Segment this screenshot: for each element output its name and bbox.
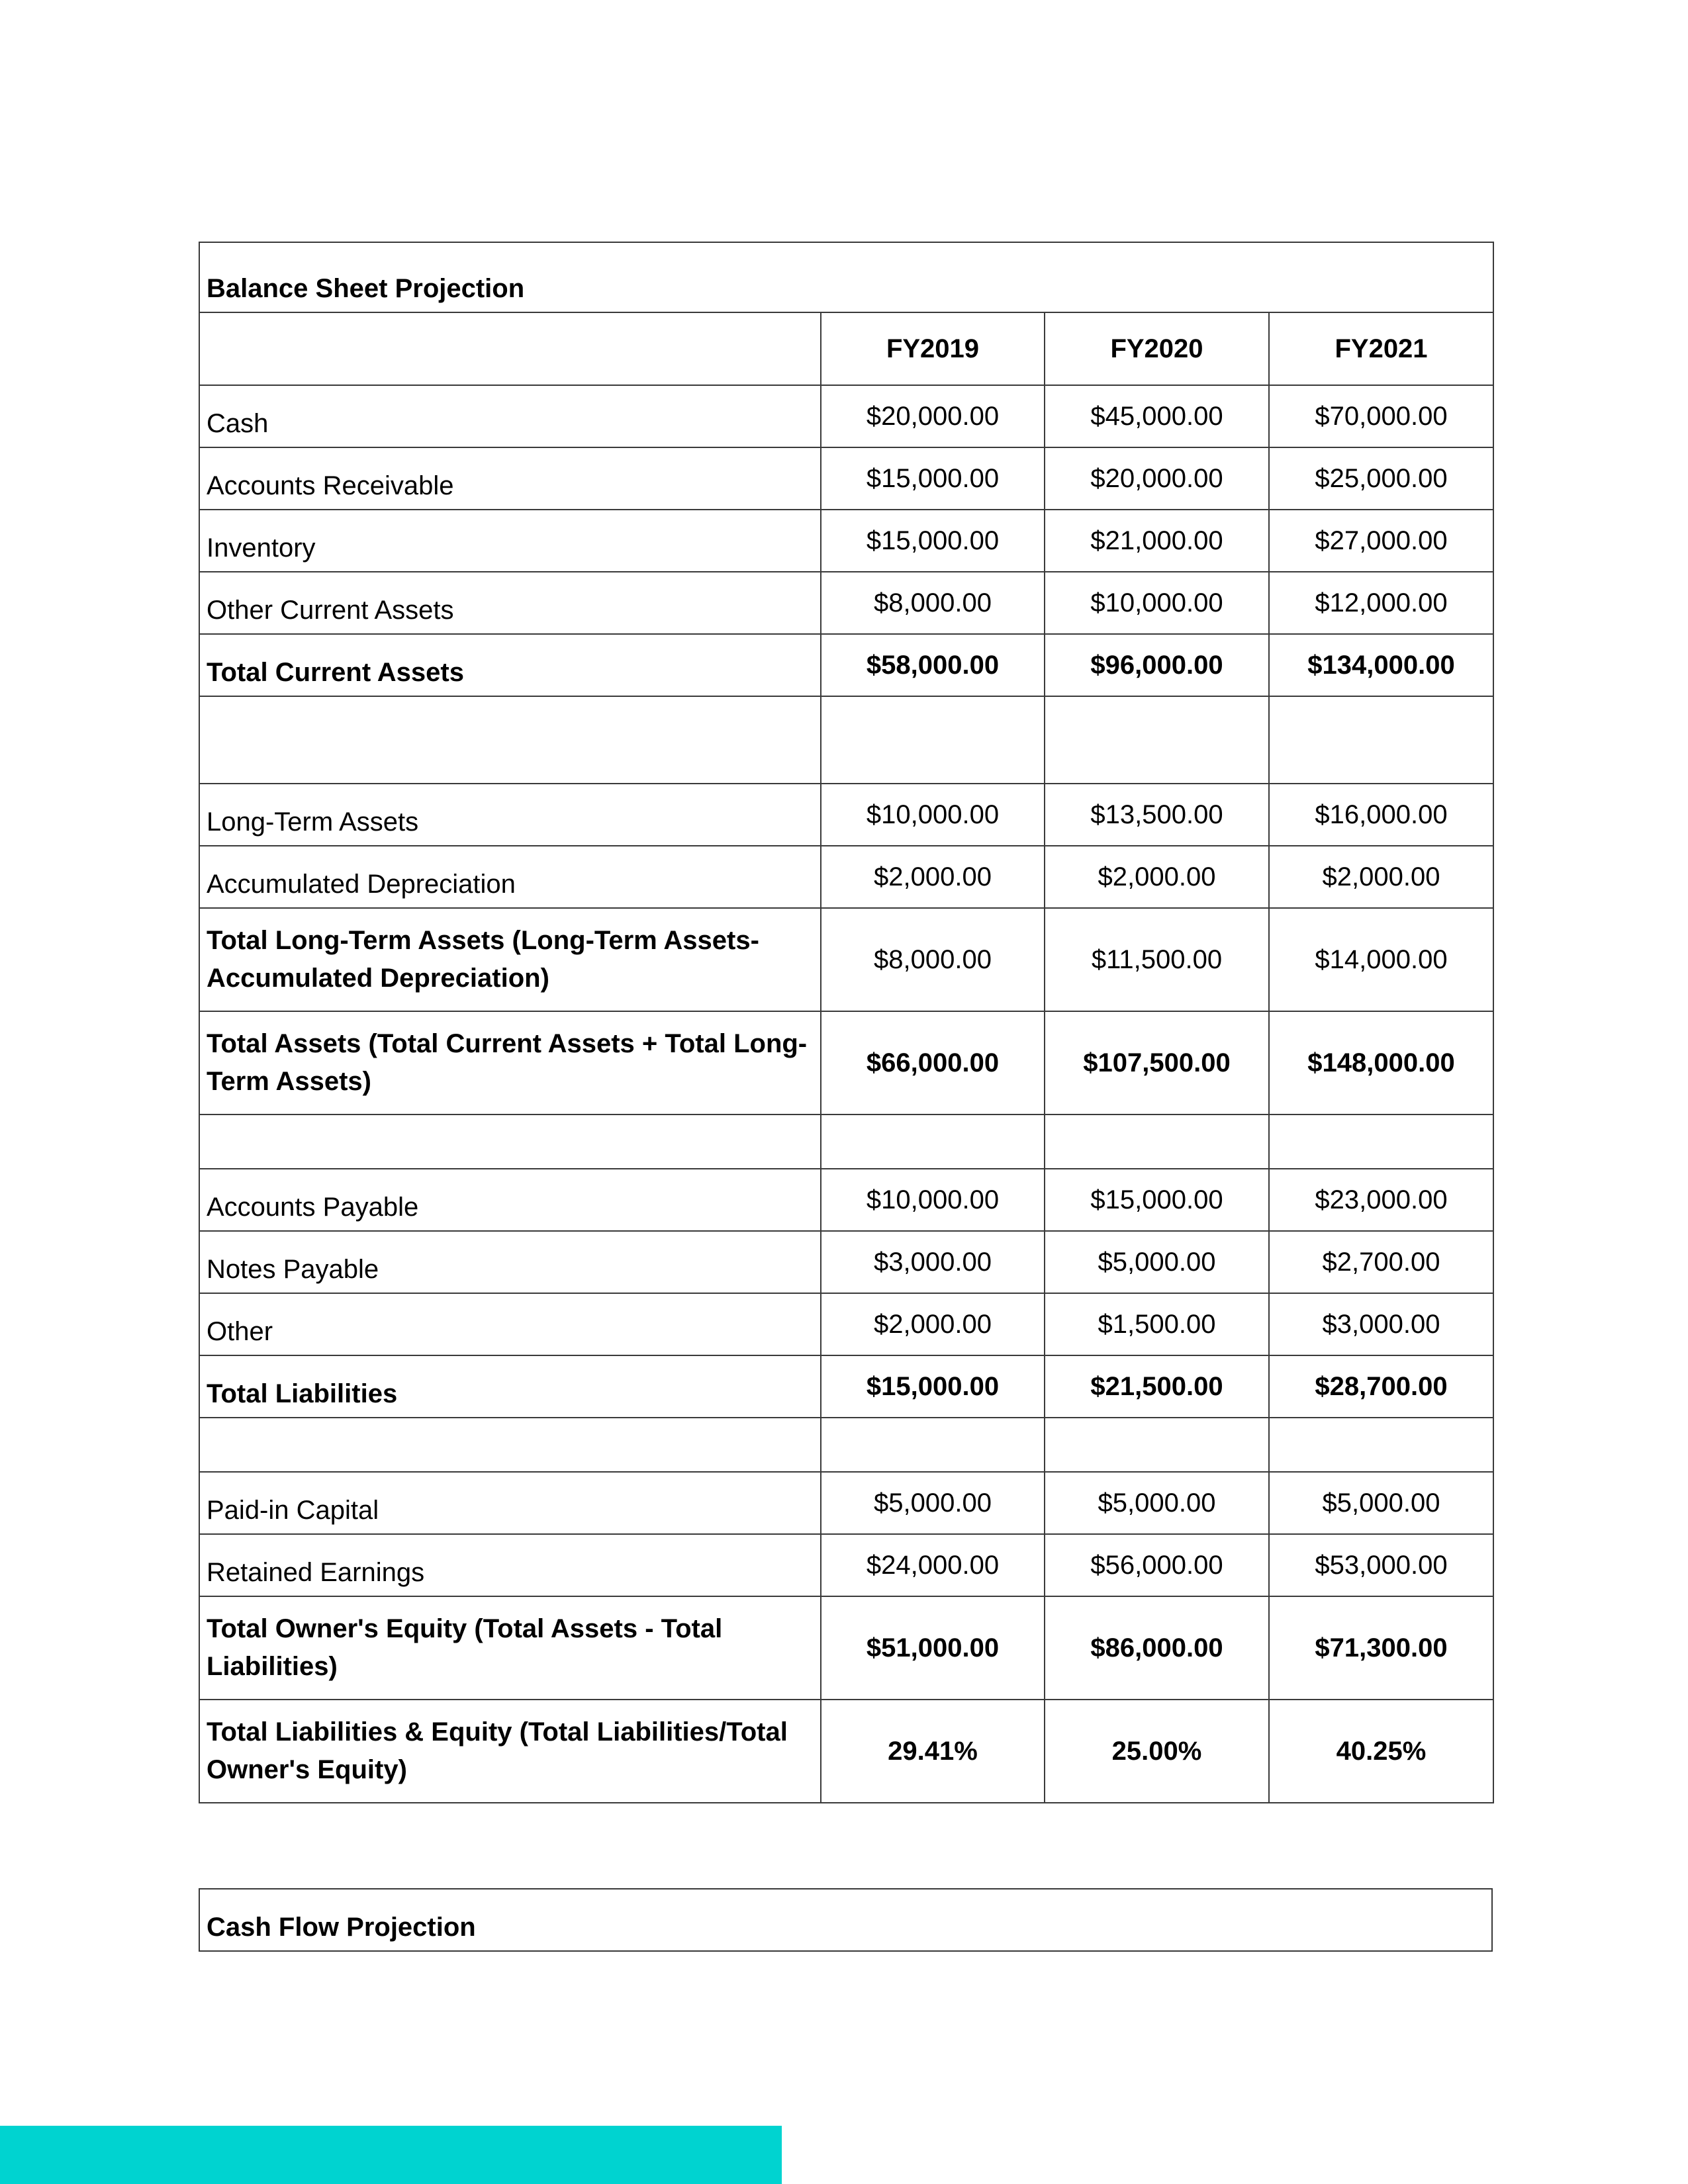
- cell-fy2021: $2,000.00: [1269, 846, 1493, 908]
- cell-fy2021: $12,000.00: [1269, 572, 1493, 634]
- cell-fy2020: $20,000.00: [1045, 447, 1269, 510]
- cell-fy2021: 40.25%: [1269, 1700, 1493, 1803]
- cell-fy2021: $3,000.00: [1269, 1293, 1493, 1355]
- cash-flow-table: [199, 1888, 1493, 1952]
- row-label: Inventory: [199, 510, 821, 572]
- cell-fy2020: $45,000.00: [1045, 385, 1269, 447]
- table-row: [199, 1534, 1493, 1596]
- cell-fy2021: $71,300.00: [1269, 1596, 1493, 1700]
- cell-fy2019: $2,000.00: [821, 846, 1045, 908]
- cell-fy2020: $21,500.00: [1045, 1355, 1269, 1418]
- cell-fy2021: $70,000.00: [1269, 385, 1493, 447]
- cell-fy2019: $8,000.00: [821, 908, 1045, 1011]
- row-label: Long-Term Assets: [199, 784, 821, 846]
- cell-fy2019: $2,000.00: [821, 1293, 1045, 1355]
- table-row: [199, 510, 1493, 572]
- empty-cell: [1045, 1115, 1269, 1169]
- table-row: [199, 846, 1493, 908]
- empty-cell: [199, 696, 821, 784]
- row-label: Total Long-Term Assets (Long-Term Assets-Accumulated Depreciation): [199, 908, 821, 1011]
- empty-cell: [1045, 1418, 1269, 1472]
- table-row: [199, 1169, 1493, 1231]
- cell-fy2019: $8,000.00: [821, 572, 1045, 634]
- row-label: Accounts Receivable: [199, 447, 821, 510]
- table-row: [199, 1293, 1493, 1355]
- cash-flow-title-row: [199, 1889, 1492, 1951]
- empty-cell: [821, 1418, 1045, 1472]
- table-row: [199, 447, 1493, 510]
- row-label: Other Current Assets: [199, 572, 821, 634]
- row-label: Accumulated Depreciation: [199, 846, 821, 908]
- cell-fy2019: $24,000.00: [821, 1534, 1045, 1596]
- balance-sheet-title-row: [199, 242, 1493, 312]
- row-label: Total Liabilities: [199, 1355, 821, 1418]
- cell-fy2020: $1,500.00: [1045, 1293, 1269, 1355]
- spacer-row: [199, 1418, 1493, 1472]
- total-row: [199, 634, 1493, 696]
- cell-fy2021: $23,000.00: [1269, 1169, 1493, 1231]
- cell-fy2019: $5,000.00: [821, 1472, 1045, 1534]
- cell-fy2019: $51,000.00: [821, 1596, 1045, 1700]
- total-row: [199, 1596, 1493, 1700]
- cell-fy2019: $3,000.00: [821, 1231, 1045, 1293]
- total-row: [199, 1011, 1493, 1115]
- column-header-fy2020: FY2020: [1045, 312, 1269, 385]
- cell-fy2021: $134,000.00: [1269, 634, 1493, 696]
- table-row: [199, 908, 1493, 1011]
- row-label: Notes Payable: [199, 1231, 821, 1293]
- table-row: [199, 784, 1493, 846]
- cell-fy2020: $56,000.00: [1045, 1534, 1269, 1596]
- empty-cell: [199, 1115, 821, 1169]
- cash-flow-title: Cash Flow Projection: [199, 1889, 1492, 1951]
- row-label: Total Owner's Equity (Total Assets - Total Liabilities): [199, 1596, 821, 1700]
- cell-fy2020: $2,000.00: [1045, 846, 1269, 908]
- total-row: [199, 1700, 1493, 1803]
- cell-fy2019: $10,000.00: [821, 784, 1045, 846]
- cell-fy2021: $14,000.00: [1269, 908, 1493, 1011]
- table-row: [199, 385, 1493, 447]
- cell-fy2020: $10,000.00: [1045, 572, 1269, 634]
- column-header-fy2021: FY2021: [1269, 312, 1493, 385]
- empty-cell: [821, 1115, 1045, 1169]
- cell-fy2021: $16,000.00: [1269, 784, 1493, 846]
- cell-fy2019: $15,000.00: [821, 510, 1045, 572]
- cell-fy2019: $15,000.00: [821, 447, 1045, 510]
- empty-cell: [1269, 1115, 1493, 1169]
- row-label: Accounts Payable: [199, 1169, 821, 1231]
- table-row: [199, 1231, 1493, 1293]
- cell-fy2020: $11,500.00: [1045, 908, 1269, 1011]
- cell-fy2020: $13,500.00: [1045, 784, 1269, 846]
- balance-sheet-table: [199, 242, 1494, 1803]
- cell-fy2019: $15,000.00: [821, 1355, 1045, 1418]
- column-header-row: [199, 312, 1493, 385]
- cell-fy2020: 25.00%: [1045, 1700, 1269, 1803]
- cell-fy2019: $20,000.00: [821, 385, 1045, 447]
- cell-fy2020: $5,000.00: [1045, 1472, 1269, 1534]
- table-row: [199, 1472, 1493, 1534]
- cell-fy2021: $5,000.00: [1269, 1472, 1493, 1534]
- header-blank-cell: [199, 312, 821, 385]
- row-label: Cash: [199, 385, 821, 447]
- row-label: Total Liabilities & Equity (Total Liabilities/Total Owner's Equity): [199, 1700, 821, 1803]
- cell-fy2021: $27,000.00: [1269, 510, 1493, 572]
- cell-fy2020: $86,000.00: [1045, 1596, 1269, 1700]
- empty-cell: [1045, 696, 1269, 784]
- empty-cell: [821, 696, 1045, 784]
- row-label: Retained Earnings: [199, 1534, 821, 1596]
- empty-cell: [1269, 696, 1493, 784]
- row-label: Other: [199, 1293, 821, 1355]
- column-header-fy2019: FY2019: [821, 312, 1045, 385]
- accent-bar: [0, 2126, 782, 2184]
- cell-fy2020: $15,000.00: [1045, 1169, 1269, 1231]
- cell-fy2020: $5,000.00: [1045, 1231, 1269, 1293]
- cell-fy2021: $2,700.00: [1269, 1231, 1493, 1293]
- row-label: Total Assets (Total Current Assets + Total Long-Term Assets): [199, 1011, 821, 1115]
- cell-fy2021: $53,000.00: [1269, 1534, 1493, 1596]
- row-label: Total Current Assets: [199, 634, 821, 696]
- balance-sheet-title: Balance Sheet Projection: [199, 242, 1493, 312]
- empty-cell: [1269, 1418, 1493, 1472]
- empty-cell: [199, 1418, 821, 1472]
- cell-fy2019: $66,000.00: [821, 1011, 1045, 1115]
- cell-fy2021: $25,000.00: [1269, 447, 1493, 510]
- cell-fy2021: $148,000.00: [1269, 1011, 1493, 1115]
- cell-fy2021: $28,700.00: [1269, 1355, 1493, 1418]
- table-row: [199, 572, 1493, 634]
- cell-fy2020: $21,000.00: [1045, 510, 1269, 572]
- cell-fy2019: $58,000.00: [821, 634, 1045, 696]
- spacer-row: [199, 696, 1493, 784]
- cell-fy2019: 29.41%: [821, 1700, 1045, 1803]
- row-label: Paid-in Capital: [199, 1472, 821, 1534]
- total-row: [199, 1355, 1493, 1418]
- cell-fy2019: $10,000.00: [821, 1169, 1045, 1231]
- cell-fy2020: $96,000.00: [1045, 634, 1269, 696]
- cell-fy2020: $107,500.00: [1045, 1011, 1269, 1115]
- spacer-row: [199, 1115, 1493, 1169]
